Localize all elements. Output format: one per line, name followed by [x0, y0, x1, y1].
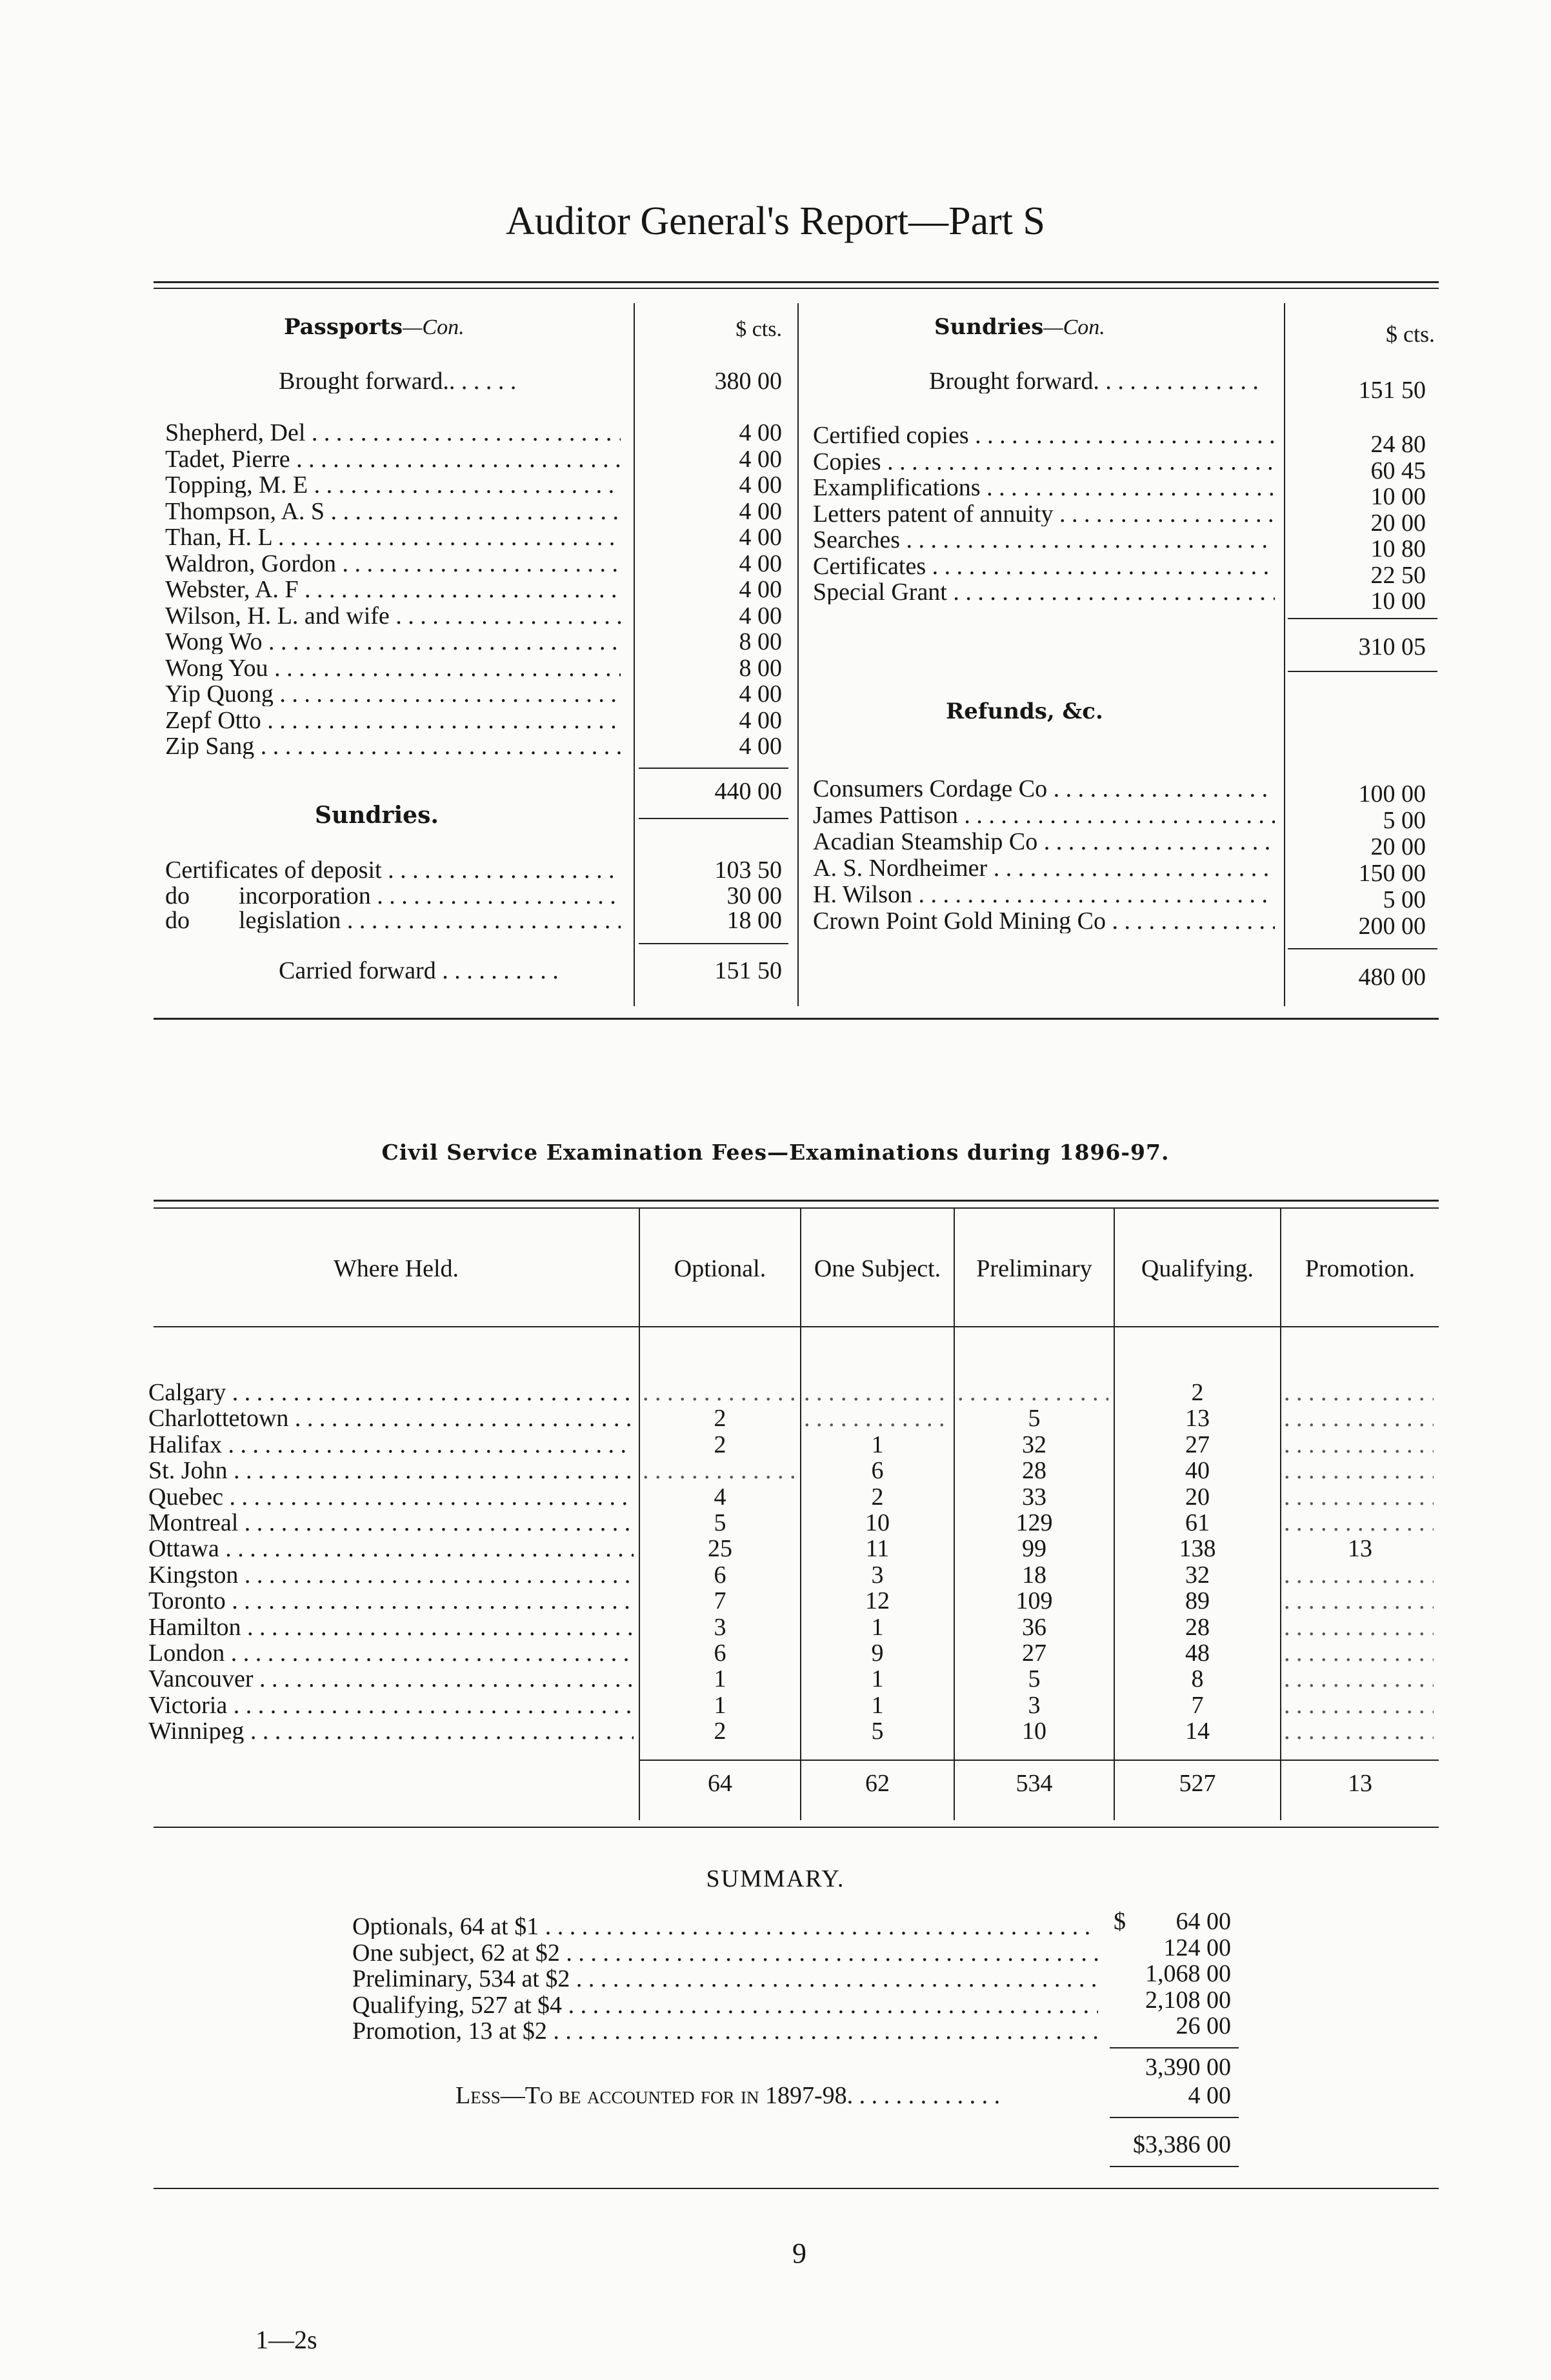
leader-dots: . . . . . . . . . . . . . .: [1093, 369, 1259, 393]
summary-item-label: Qualifying, 527 at $4 . . .: [352, 1993, 1098, 2018]
exam-cell-qual: 40: [1185, 1457, 1210, 1484]
column-rule: [797, 303, 799, 1006]
summary-item-label: One subject, 62 at $2 . . .: [352, 1941, 1098, 1965]
summary-bottom-rule: [154, 2188, 1439, 2189]
refunds-total: 480 00: [1358, 964, 1426, 991]
leader-dots: . . . . . . . . . . . . .: [846, 2083, 1001, 2108]
passport-name: Zepf Otto . . .: [165, 708, 621, 733]
passport-name: Thompson, A. S . . .: [165, 499, 621, 524]
sundries-left-name: [165, 884, 621, 908]
passport-name: Wong You . . .: [165, 656, 621, 680]
exam-total-one: 62: [865, 1770, 890, 1797]
exam-cell-prelim: 109: [1016, 1587, 1053, 1614]
summary-less-label: [455, 2083, 1101, 2108]
sundries-right-name: Special Grant . . .: [813, 580, 1275, 604]
passport-name: Yip Quong . . .: [165, 682, 621, 706]
exam-cell-optional: 6: [714, 1562, 726, 1589]
exam-header-col-preliminary: Preliminary: [976, 1255, 1092, 1282]
sundries-left-name: [165, 858, 621, 882]
exam-row-place: Toronto . . .: [148, 1589, 634, 1613]
exam-cell-qual: 138: [1179, 1535, 1216, 1562]
sundries-right-name: Copies . . .: [813, 450, 1275, 474]
exam-cell-prelim: 129: [1016, 1509, 1053, 1536]
exam-row-place: Quebec . . .: [148, 1485, 634, 1509]
passports-currency-label: $ cts.: [735, 317, 782, 341]
exam-header-col-promotion: Promotion.: [1305, 1255, 1415, 1282]
leader-dots: . . . . .: [455, 369, 517, 393]
exam-column-rule: [1280, 1207, 1281, 1820]
exam-cell-optional: 5: [714, 1509, 726, 1536]
passports-total: 440 00: [714, 778, 782, 805]
passport-amount: 8 00: [739, 655, 782, 682]
carried-forward-amount: 151 50: [714, 957, 782, 984]
page-title: Auditor General's Report—Part S: [506, 199, 1045, 243]
exam-cell-optional: 4: [714, 1483, 726, 1511]
exam-table-top-rule-2: [154, 1207, 1439, 1209]
summary-item-label: Optionals, 64 at $1 . . .: [352, 1914, 1098, 1939]
passports-brought-forward-amount: 380 00: [714, 368, 782, 395]
passport-name: Shepherd, Del . . .: [165, 421, 621, 445]
passport-name: Webster, A. F . . .: [165, 577, 621, 602]
sundries-right-name: Certified copies . . .: [813, 423, 1275, 448]
summary-item-label: Promotion, 13 at $2 . . .: [352, 2019, 1098, 2043]
exam-cell-optional: 7: [714, 1587, 726, 1614]
sundries-right-amount: 10 00: [1370, 483, 1426, 510]
exam-cell-one: 11: [865, 1535, 890, 1562]
exam-cell-one: 6: [871, 1457, 884, 1484]
exam-cell-empty: [1284, 1406, 1434, 1431]
sundries-right-amount: 22 50: [1370, 562, 1426, 589]
exam-cell-prelim: 5: [1028, 1665, 1041, 1692]
passports-total-rule: [639, 768, 788, 769]
exam-row-place: Kingston . . .: [148, 1563, 634, 1587]
exam-header-rule: [154, 1326, 1439, 1327]
sundries-right-total-rule: [1288, 618, 1437, 619]
exam-cell-optional: 6: [714, 1640, 726, 1667]
passports-heading-text: Passports: [284, 314, 403, 340]
exam-header-col-qualifying: Qualifying.: [1141, 1255, 1254, 1282]
passport-amount: 4 00: [739, 446, 782, 473]
sundries-right-amount: 10 00: [1370, 588, 1426, 615]
exam-cell-one: 5: [871, 1718, 884, 1745]
exam-row-place: Halifax . . .: [148, 1433, 634, 1457]
exam-cell-qual: 14: [1185, 1718, 1210, 1745]
exam-cell-one: 9: [871, 1640, 884, 1667]
passport-amount: 4 00: [739, 550, 782, 577]
sundries-left-amount: 30 00: [726, 882, 782, 909]
exam-row-place: Hamilton . . .: [148, 1615, 634, 1640]
exam-row-place: Winnipeg . . .: [148, 1719, 634, 1743]
carried-forward-text: Carried forward: [279, 958, 436, 983]
exam-cell-one: 1: [871, 1614, 884, 1641]
exam-cell-empty: [643, 1380, 795, 1405]
sundries-right-name: Letters patent of annuity . . .: [813, 502, 1275, 526]
sundries-right-brought-forward-amount: 151 50: [1358, 377, 1426, 404]
sundries-right-name: Examplifications . . .: [813, 475, 1275, 500]
sundries-right-heading-cont: —Con.: [1043, 315, 1105, 339]
exam-cell-prelim: 3: [1028, 1692, 1041, 1719]
exam-cell-one: 2: [871, 1483, 884, 1511]
passport-amount: 4 00: [739, 524, 782, 551]
refund-amount: 150 00: [1358, 860, 1426, 887]
exam-cell-empty: [1284, 1380, 1434, 1405]
passport-name: Topping, M. E . . .: [165, 473, 621, 497]
exam-cell-optional: 2: [714, 1718, 726, 1745]
passport-amount: 4 00: [739, 471, 782, 499]
sundries-right-name: Searches . . .: [813, 528, 1275, 552]
summary-item-amount: 64 00: [1176, 1908, 1231, 1935]
exam-cell-empty: [1284, 1485, 1434, 1509]
exam-cell-prelim: 10: [1022, 1718, 1046, 1745]
passports-heading-cont: —Con.: [403, 315, 465, 339]
exam-cell-one: 10: [865, 1509, 890, 1536]
exam-cell-optional: 3: [714, 1614, 726, 1641]
passport-amount: 4 00: [739, 707, 782, 734]
summary-net: $3,386 00: [1133, 2131, 1231, 2158]
exam-cell-prelim: 18: [1022, 1562, 1046, 1589]
sundries-left-name-text: do legislation: [165, 908, 341, 933]
summary-less-text: Less—To be accounted for in 1897-98: [455, 2083, 847, 2108]
exam-cell-optional: 2: [714, 1405, 726, 1432]
refund-name: H. Wilson . . .: [813, 882, 1275, 907]
leader-dots: . . . . . . . . . .: [435, 958, 559, 983]
sundries-right-amount: 20 00: [1370, 510, 1426, 537]
exam-cell-empty: [1284, 1458, 1434, 1483]
passport-name: Waldron, Gordon . . .: [165, 551, 621, 576]
exam-cell-qual: 20: [1185, 1483, 1210, 1511]
exam-cell-prelim: 5: [1028, 1405, 1041, 1432]
exam-row-place: Montreal . . .: [148, 1511, 634, 1535]
exam-cell-promo: 13: [1348, 1535, 1372, 1562]
exam-row-place: Vancouver . . .: [148, 1667, 634, 1691]
refund-name: Acadian Steamship Co . . .: [813, 829, 1275, 854]
exam-cell-one: 1: [871, 1431, 884, 1458]
exam-header-col-optional: Optional.: [674, 1255, 766, 1282]
title-rule: [154, 281, 1439, 283]
exam-cell-empty: [1284, 1563, 1434, 1587]
exam-total-prelim: 534: [1016, 1770, 1053, 1797]
exam-cell-prelim: 27: [1022, 1640, 1046, 1667]
exam-cell-prelim: 32: [1022, 1431, 1046, 1458]
passport-amount: 4 00: [739, 576, 782, 603]
exam-cell-qual: 48: [1185, 1640, 1210, 1667]
exam-total-rule: [639, 1760, 1439, 1761]
exam-cell-empty: [1284, 1615, 1434, 1640]
passport-amount: 4 00: [739, 498, 782, 525]
exam-row-place: Ottawa . . .: [148, 1536, 634, 1561]
sundries-left-amount: 18 00: [726, 907, 782, 934]
exam-cell-qual: 28: [1185, 1614, 1210, 1641]
exam-total-qual: 527: [1179, 1770, 1216, 1797]
summary-net-under-rule: [1110, 2166, 1239, 2167]
sundries-left-name: [165, 908, 621, 933]
exam-cell-empty: [1284, 1641, 1434, 1665]
carried-forward-rule: [639, 943, 788, 944]
exam-cell-empty: [804, 1406, 948, 1431]
column-rule: [1284, 303, 1285, 1006]
carried-forward-label: [279, 958, 614, 983]
exam-cell-one: 12: [865, 1587, 890, 1614]
summary-item-amount: 2,108 00: [1145, 1987, 1231, 2014]
exam-row-place: Calgary . . .: [148, 1380, 634, 1405]
exam-row-place: Charlottetown . . .: [148, 1406, 634, 1431]
exam-cell-empty: [957, 1380, 1108, 1405]
exam-cell-empty: [1284, 1667, 1434, 1691]
passports-heading: [284, 316, 465, 339]
passport-amount: 4 00: [739, 680, 782, 708]
section-rule: [154, 1018, 1439, 1020]
passports-brought-forward-label: [279, 369, 614, 393]
exam-bottom-rule: [154, 1827, 1439, 1828]
summary-less-amount: 4 00: [1188, 2082, 1231, 2109]
exam-table-top-rule: [154, 1200, 1439, 1202]
exam-cell-qual: 89: [1185, 1587, 1210, 1614]
passport-name: Wong Wo . . .: [165, 630, 621, 654]
refund-name: A. S. Nordheimer . . .: [813, 856, 1275, 880]
passport-name: Tadet, Pierre . . .: [165, 447, 621, 471]
exam-total-promo: 13: [1348, 1770, 1372, 1797]
sundries-left-heading: Sundries.: [315, 802, 439, 829]
title-rule-2: [154, 288, 1439, 289]
sundries-right-brought-forward-text: Brought forward: [929, 369, 1094, 393]
refund-amount: 200 00: [1358, 913, 1426, 940]
exam-table-title: Civil Service Examination Fees—Examinations during 1896-97.: [381, 1140, 1170, 1165]
sundries-right-name: Certificates . . .: [813, 554, 1275, 579]
exam-row-place: London . . .: [148, 1641, 634, 1665]
sundries-right-amount: 60 45: [1370, 457, 1426, 484]
passport-amount: 4 00: [739, 602, 782, 630]
exam-cell-empty: [1284, 1719, 1434, 1743]
summary-item-amount: 124 00: [1163, 1934, 1231, 1961]
exam-cell-empty: [1284, 1433, 1434, 1457]
exam-cell-optional: 1: [714, 1665, 726, 1692]
exam-cell-empty: [1284, 1693, 1434, 1718]
summary-subtotal: 3,390 00: [1145, 2054, 1231, 2081]
passport-amount: 4 00: [739, 733, 782, 760]
exam-cell-optional: 2: [714, 1431, 726, 1458]
sundries-right-brought-forward-label: [929, 369, 1275, 393]
exam-cell-qual: 32: [1185, 1562, 1210, 1589]
exam-cell-empty: [643, 1458, 795, 1483]
refund-amount: 5 00: [1383, 807, 1426, 834]
passport-name: Wilson, H. L. and wife . . .: [165, 604, 621, 628]
passport-amount: 4 00: [739, 419, 782, 446]
sundries-right-heading: [934, 316, 1105, 339]
passport-name: Zip Sang . . .: [165, 734, 621, 759]
sundries-right-currency-label: $ cts.: [1386, 321, 1435, 347]
exam-cell-empty: [1284, 1511, 1434, 1535]
refunds-heading: Refunds, &c.: [946, 699, 1103, 724]
passport-name: Than, H. L . . .: [165, 525, 621, 550]
refund-amount: 5 00: [1383, 886, 1426, 913]
exam-cell-empty: [804, 1380, 948, 1405]
sundries-left-amount: 103 50: [714, 857, 782, 884]
exam-total-optional: 64: [708, 1770, 732, 1797]
summary-item-label: Preliminary, 534 at $2 . . .: [352, 1967, 1098, 1991]
page-number: 9: [792, 2237, 806, 2269]
exam-row-place: St. John . . .: [148, 1458, 634, 1483]
summary-subtotal-rule: [1110, 2047, 1239, 2048]
exam-cell-prelim: 99: [1022, 1535, 1046, 1562]
refund-amount: 20 00: [1370, 833, 1426, 860]
summary-item-amount: 1,068 00: [1145, 1960, 1231, 1987]
refund-name: Crown Point Gold Mining Co . . .: [813, 909, 1275, 933]
refund-name: Consumers Cordage Co . . .: [813, 777, 1275, 801]
passports-brought-forward-text: Brought forward..: [279, 369, 455, 393]
exam-cell-qual: 2: [1191, 1379, 1204, 1406]
passport-amount: 8 00: [739, 628, 782, 655]
sundries-right-total-under-rule: [1288, 671, 1437, 672]
exam-cell-one: 3: [871, 1562, 884, 1589]
exam-cell-qual: 27: [1185, 1431, 1210, 1458]
refund-name: James Pattison . . .: [813, 803, 1275, 828]
column-rule: [634, 303, 635, 1006]
exam-cell-prelim: 33: [1022, 1483, 1046, 1511]
refunds-total-rule: [1288, 948, 1437, 949]
exam-cell-one: 1: [871, 1692, 884, 1719]
sundries-left-name-text: do incorporation: [165, 884, 371, 908]
exam-row-place: Victoria . . .: [148, 1693, 634, 1718]
exam-cell-prelim: 36: [1022, 1614, 1046, 1641]
passports-total-under-rule: [639, 818, 788, 819]
exam-cell-qual: 8: [1191, 1665, 1204, 1692]
exam-cell-empty: [1284, 1589, 1434, 1613]
exam-cell-qual: 61: [1185, 1509, 1210, 1536]
sundries-left-name-text: Certificates of deposit: [165, 858, 382, 882]
exam-header-col-where-held: Where Held.: [333, 1255, 459, 1282]
exam-cell-prelim: 28: [1022, 1457, 1046, 1484]
exam-cell-qual: 7: [1191, 1692, 1204, 1719]
summary-item-amount: 26 00: [1176, 2012, 1231, 2039]
sundries-right-amount: 10 80: [1370, 535, 1426, 562]
summary-net-rule: [1110, 2117, 1239, 2118]
exam-cell-qual: 13: [1185, 1405, 1210, 1432]
refund-amount: 100 00: [1358, 780, 1426, 808]
exam-cell-one: 1: [871, 1665, 884, 1692]
sundries-right-total: 310 05: [1358, 633, 1426, 660]
sundries-right-heading-text: Sundries: [934, 314, 1044, 340]
exam-cell-optional: 1: [714, 1692, 726, 1719]
summary-dollar-sign: $: [1114, 1908, 1126, 1935]
sundries-right-amount: 24 80: [1370, 431, 1426, 458]
exam-header-col-one-subject: One Subject.: [814, 1255, 941, 1282]
footer-mark: 1—2s: [255, 2325, 317, 2354]
summary-title: SUMMARY.: [706, 1865, 845, 1892]
exam-cell-optional: 25: [708, 1535, 732, 1562]
